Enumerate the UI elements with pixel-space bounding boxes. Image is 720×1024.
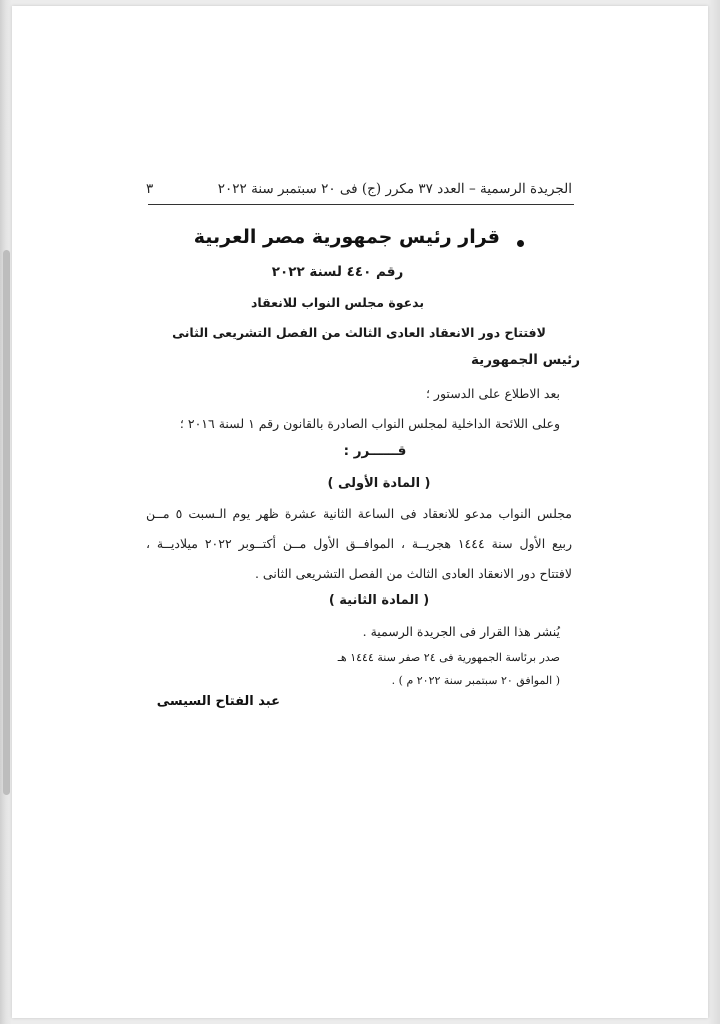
article-1-line-2: ربيع الأول سنة ١٤٤٤ هجريــة ، الموافــق الأول مــن أكتــوبر ٢٠٢٢ ميلاديــة ،	[146, 536, 573, 551]
recital-bylaws: وعلى اللائحة الداخلية لمجلس النواب الصادرة بالقانون رقم ١ لسنة ٢٠١٦ ؛	[179, 416, 560, 431]
recital-constitution: بعد الاطلاع على الدستور ؛	[425, 386, 560, 401]
scrollbar[interactable]	[3, 250, 10, 795]
decree-title: قرار رئيس جمهورية مصر العربية	[193, 226, 500, 248]
decided-heading: قــــــرر :	[343, 443, 407, 459]
header-divider	[148, 204, 574, 205]
decree-subject-line-2: لافتتاح دور الانعقاد العادى الثالث من الفصل التشريعى الثانى	[172, 325, 546, 340]
running-title: الجريدة الرسمية – العدد ٣٧ مكرر (ج) فى ٢٠ سبتمبر سنة ٢٠٢٢	[217, 181, 572, 197]
page-number: ٣	[146, 181, 154, 197]
decree-subject-line-1: بدعوة مجلس النواب للانعقاد	[250, 295, 425, 310]
article-1-heading: ( المادة الأولى )	[327, 476, 431, 491]
document-page	[12, 6, 708, 1018]
signature: عبد الفتاح السيسى	[156, 694, 280, 709]
gregorian-date: ( الموافق ٢٠ سبتمبر سنة ٢٠٢٢ م ) .	[391, 674, 560, 687]
president-label: رئيس الجمهورية	[470, 352, 580, 368]
page-content	[12, 6, 708, 1018]
running-header	[146, 181, 572, 197]
article-2-text: يُنشر هذا القرار فى الجريدة الرسمية .	[362, 624, 560, 639]
article-1-line-3: لافتتاح دور الانعقاد العادى الثالث من الفصل التشريعى الثانى .	[254, 566, 572, 581]
article-2-heading: ( المادة الثانية )	[328, 593, 430, 608]
decree-number: رقم ٤٤٠ لسنة ٢٠٢٢	[271, 264, 404, 280]
bullet-dot	[517, 240, 524, 247]
issued-at: صدر برئاسة الجمهورية فى ٢٤ صفر سنة ١٤٤٤ هـ	[337, 651, 560, 664]
article-1-line-1: مجلس النواب مدعو للانعقاد فى الساعة الثانية عشرة ظهر يوم الـسبت ٥ مــن	[146, 506, 572, 521]
